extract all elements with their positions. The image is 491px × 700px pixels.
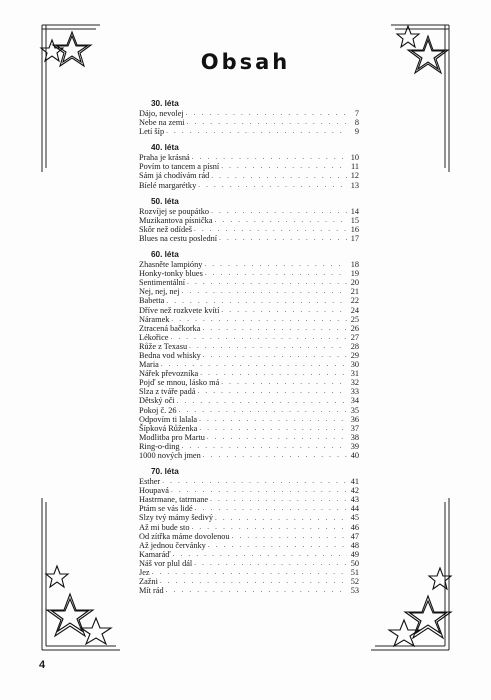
dot-leader [208,541,347,550]
entry-title: Blues na cestu poslední [139,233,218,243]
entry-title: Houpavá [139,486,169,496]
entry-title: Muzikantova písnička [139,215,213,225]
entry-page-number: 11 [351,162,359,172]
entry-page-number: 15 [350,215,359,225]
entry-page-number: 32 [350,378,359,388]
dot-leader [197,387,347,396]
entry-title: Slzy tvý mámy šedivý [139,513,213,523]
entry-page-number: 36 [350,414,359,424]
dot-leader [152,568,347,577]
toc-entry [139,586,359,595]
dot-leader [194,225,347,234]
dot-leader [199,424,347,433]
entry-title: Náramek [139,314,170,324]
entry-page-number: 34 [350,396,359,406]
dot-leader [207,433,347,442]
dot-leader [187,278,347,287]
dot-leader [160,577,347,586]
entry-page-number: 25 [350,314,359,324]
entry-page-number: 33 [350,387,359,397]
dot-leader [182,442,347,451]
toc-entry [139,396,359,405]
dot-leader [203,324,348,333]
entry-page-number: 45 [350,513,359,523]
entry-title: Zažni [139,577,158,587]
section-heading: 50. léta [151,196,179,206]
toc-entry [139,577,359,586]
dot-leader [200,369,347,378]
entry-page-number: 31 [350,369,359,379]
dot-leader [166,297,347,306]
entry-page-number: 53 [350,586,359,596]
toc-entry [139,234,359,243]
dot-leader [173,550,347,559]
entry-title: Povím to tancem a písní [139,162,220,172]
toc-entry [139,559,359,568]
entry-page-number: 47 [350,531,359,541]
entry-page-number: 27 [350,332,359,342]
toc-entry [139,260,359,269]
dot-leader [161,360,347,369]
entry-page-number: 14 [350,206,359,216]
dot-leader [211,172,347,181]
dot-leader [191,523,347,532]
dot-leader [162,477,347,486]
toc-entry [139,153,359,162]
toc-entry [139,351,359,360]
entry-page-number: 30 [350,360,359,370]
toc-entry [139,278,359,287]
entry-title: Pojď se mnou, lásko má [139,378,220,388]
toc-entry [139,495,359,504]
dot-leader [232,532,347,541]
entry-page-number: 50 [350,558,359,568]
entry-page-number: 13 [350,180,359,190]
toc-entry [139,477,359,486]
entry-title: Dříve než rozkvete kvítí [139,305,220,315]
entry-page-number: 17 [350,233,359,243]
dot-leader [177,397,347,406]
entry-page-number: 10 [350,153,359,163]
toc-entry [139,342,359,351]
toc-entry [139,162,359,171]
toc-entry [139,315,359,324]
entry-title: Bíelé margarétky [139,180,197,190]
entry-title: Dětský oči [139,396,175,406]
dot-leader [182,287,347,296]
toc-entry [139,171,359,180]
dot-leader [215,514,347,523]
entry-page-number: 44 [350,504,359,514]
entry-page-number: 9 [354,127,359,137]
toc-entry [139,306,359,315]
entry-page-number: 49 [350,549,359,559]
entry-page-number: 35 [350,405,359,415]
entry-title: Letí šíp [139,127,165,137]
entry-title: Ztracená bačkorka [139,323,201,333]
entry-title: Růže z Texasu [139,341,188,351]
entry-title: Praha je krásná [139,153,190,163]
entry-title: Modlitba pro Martu [139,432,205,442]
table-of-contents [139,98,359,595]
entry-page-number: 24 [350,305,359,315]
toc-entry [139,415,359,424]
section-heading: 40. léta [151,143,179,153]
dot-leader [210,495,347,504]
entry-title: Náš vor plul dál [139,558,193,568]
toc-entry [139,333,359,342]
toc-entry [139,486,359,495]
toc-entry [139,451,359,460]
entry-page-number: 42 [350,486,359,496]
dot-leader [199,415,347,424]
entry-title: Sám já chodívám rád [139,171,210,181]
toc-entry [139,287,359,296]
section-heading: 60. léta [151,250,179,260]
entry-title: Odpovím ti lalala [139,414,198,424]
entry-title: Esther [139,477,161,487]
dot-leader [221,378,347,387]
dot-leader [187,118,347,127]
toc-entry [139,433,359,442]
entry-title: Nebe na zemi [139,118,185,128]
entry-title: Lékořice [139,332,169,342]
entry-title: Mít rád [139,586,164,596]
entry-title: Jez [139,568,150,578]
toc-entry [139,216,359,225]
dot-leader [194,559,347,568]
toc-entry [139,378,359,387]
entry-page-number: 21 [350,287,359,297]
section-heading: 30. léta [151,99,179,108]
entry-page-number: 41 [350,477,359,487]
entry-title: Ptám se vás lidé [139,504,193,514]
toc-entry [139,387,359,396]
entry-page-number: 16 [350,224,359,234]
entry-title: Nářek převozníka [139,369,199,379]
toc-entry [139,442,359,451]
entry-page-number: 19 [350,269,359,279]
dot-leader [170,333,347,342]
dot-leader [189,342,347,351]
entry-title: Ring-o-ding [139,441,180,451]
dot-leader [171,315,347,324]
entry-title: Skôr než odídeš [139,224,192,234]
dot-leader [203,351,347,360]
toc-entry [139,225,359,234]
dot-leader [179,406,347,415]
dot-leader [211,207,347,216]
entry-title: Slza z tváře padá [139,387,196,397]
toc-entry [139,181,359,190]
entry-page-number: 22 [350,296,359,306]
entry-title: Babetta [139,296,165,306]
dot-leader [166,586,347,595]
dot-leader [186,109,347,118]
toc-entry [139,324,359,333]
toc-entry [139,296,359,305]
entry-page-number: 8 [354,118,359,128]
dot-leader [192,153,347,162]
entry-page-number: 52 [350,577,359,587]
entry-title: Honky-tonky blues [139,269,203,279]
toc-entry [139,207,359,216]
entry-page-number: 38 [350,432,359,442]
toc-entry [139,568,359,577]
entry-title: Bedna vod whisky [139,350,201,360]
entry-page-number: 48 [350,540,359,550]
toc-entry [139,109,359,118]
toc-entry [139,523,359,532]
dot-leader [205,269,347,278]
entry-title: Rozvíjej se poupátko [139,206,210,216]
entry-title: Pokoj č. 26 [139,405,177,415]
toc-entry [139,269,359,278]
page-title: Obsah [200,50,291,74]
toc-entry [139,550,359,559]
toc-entry [139,360,359,369]
entry-title: Až mi bude sto [139,522,190,532]
toc-entry [139,504,359,513]
toc-entry [139,127,359,136]
entry-title: Šípková Růženka [139,423,198,433]
dot-leader [221,306,347,315]
entry-title: Nej, nej, nej [139,287,180,297]
dot-leader [198,181,347,190]
entry-title: Maria [139,360,159,370]
entry-page-number: 51 [350,568,359,578]
dot-leader [195,504,347,513]
dot-leader [219,234,347,243]
entry-page-number: 20 [350,278,359,288]
entry-page-number: 7 [354,109,359,118]
dot-leader [204,260,347,269]
entry-page-number: 39 [350,441,359,451]
entry-page-number: 46 [350,522,359,532]
page-number: 4 [39,659,46,671]
toc-entry [139,406,359,415]
section-heading: 70. léta [151,467,179,477]
entry-title: 1000 nových jmen [139,451,201,460]
entry-title: Kamaráď [139,549,171,559]
entry-title: Až jednou červánky [139,540,206,550]
entry-title: Zhasněte lampióny [139,260,203,270]
entry-title: Sentimentální [139,278,186,288]
entry-page-number: 40 [350,451,359,460]
toc-entry [139,118,359,127]
entry-page-number: 28 [350,341,359,351]
entry-page-number: 43 [350,495,359,505]
dot-leader [215,216,347,225]
toc-entry [139,541,359,550]
entry-page-number: 12 [350,171,359,181]
dot-leader [171,486,347,495]
entry-page-number: 18 [350,260,359,270]
toc-entry [139,424,359,433]
toc-entry [139,369,359,378]
entry-page-number: 29 [350,350,359,360]
entry-page-number: 37 [350,423,359,433]
entry-page-number: 26 [350,323,359,333]
entry-title: Od zítřka máme dovolenou [139,531,230,541]
toc-entry [139,513,359,522]
dot-leader [203,451,347,460]
dot-leader [166,127,347,136]
entry-title: Hastrmane, tatrmane [139,495,209,505]
toc-entry [139,532,359,541]
entry-title: Dájo, nevolej [139,109,184,118]
dot-leader [221,162,347,171]
